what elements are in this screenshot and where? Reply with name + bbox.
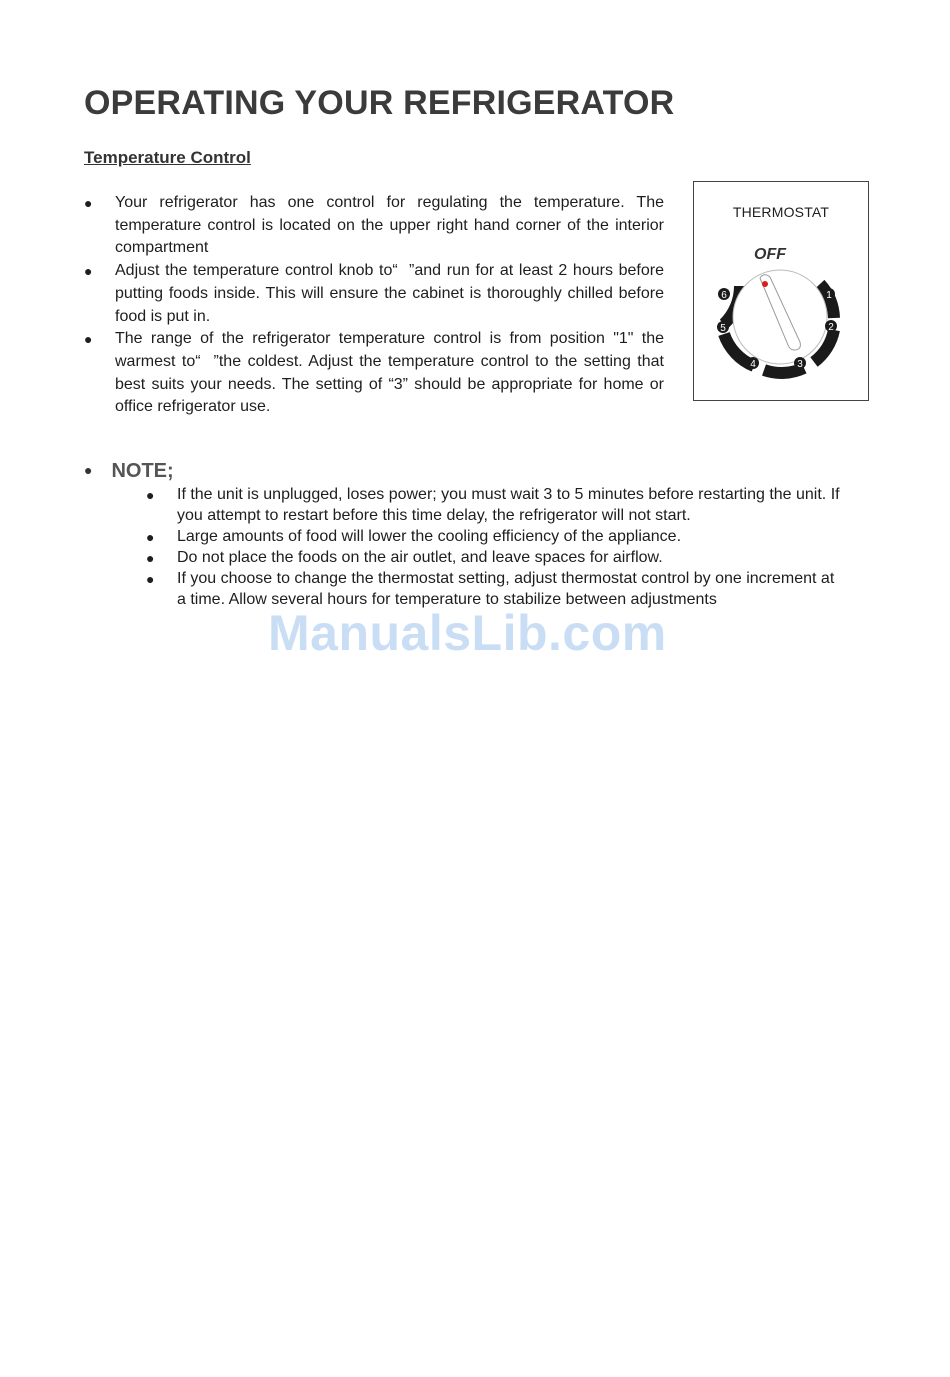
page-title: OPERATING YOUR REFRIGERATOR — [84, 84, 675, 122]
svg-text:6: 6 — [721, 290, 727, 301]
list-item — [84, 192, 664, 260]
note-list — [146, 485, 846, 611]
list-item-text: Your refrigerator has one control for regulating the temperature. The temperature control is located on the upper right hand corner of the interior compartment — [115, 194, 664, 257]
list-item — [146, 548, 846, 569]
thermostat-figure — [693, 181, 869, 401]
list-item-text: If you choose to change the thermostat setting, adjust thermostat control by one increment at a time. Allow several hours for temperature to stabilize between adjustments — [177, 570, 835, 608]
bullet-icon: ● — [146, 528, 155, 545]
bullet-icon: ● — [146, 571, 155, 588]
list-item-text: Do not place the foods on the air outlet, and leave spaces for airflow. — [177, 548, 663, 566]
svg-text:2: 2 — [828, 322, 834, 333]
bullet-icon: ● — [84, 263, 93, 280]
thermostat-off-label: OFF — [754, 246, 786, 263]
list-item — [146, 485, 846, 526]
bullet-icon: ● — [146, 549, 155, 566]
list-item-text: Adjust the temperature control knob to“ ”and run for at least 2 hours before putting foods inside. This will ensure the cabinet is thoroughly chilled before food is put in. — [115, 262, 664, 325]
list-item-text: If the unit is unplugged, loses power; you must wait 3 to 5 minutes before restarting the unit. If you attempt to restart before this time delay, the refrigerator will not start. — [177, 486, 840, 524]
bullet-icon: ● — [84, 331, 93, 348]
svg-text:4: 4 — [750, 359, 756, 370]
thermostat-label: THERMOSTAT — [732, 204, 830, 220]
section-heading-temperature-control: Temperature Control — [84, 148, 251, 167]
list-item-text: Large amounts of food will lower the cooling efficiency of the appliance. — [177, 527, 682, 545]
list-item — [84, 260, 664, 328]
temperature-control-list — [84, 192, 664, 419]
svg-text:5: 5 — [720, 323, 726, 334]
list-item — [146, 527, 846, 548]
bullet-icon: ● — [84, 195, 93, 211]
note-heading — [84, 460, 174, 483]
bullet-icon: ● — [84, 462, 93, 478]
bullet-icon: ● — [146, 487, 155, 503]
svg-text:3: 3 — [797, 359, 803, 370]
note-heading-text: NOTE; — [111, 460, 174, 482]
thermostat-dial-icon — [694, 182, 870, 402]
list-item-text: The range of the refrigerator temperature control is from position "1" the warmest to“ ”the coldest. Adjust the temperature control to the setting that best suits your needs. The setting of “3” should be appropriate for home or office refrigerator use. — [115, 330, 664, 416]
watermark: ManualsLib.com — [268, 605, 667, 661]
list-item — [84, 328, 664, 419]
svg-text:1: 1 — [826, 290, 832, 301]
